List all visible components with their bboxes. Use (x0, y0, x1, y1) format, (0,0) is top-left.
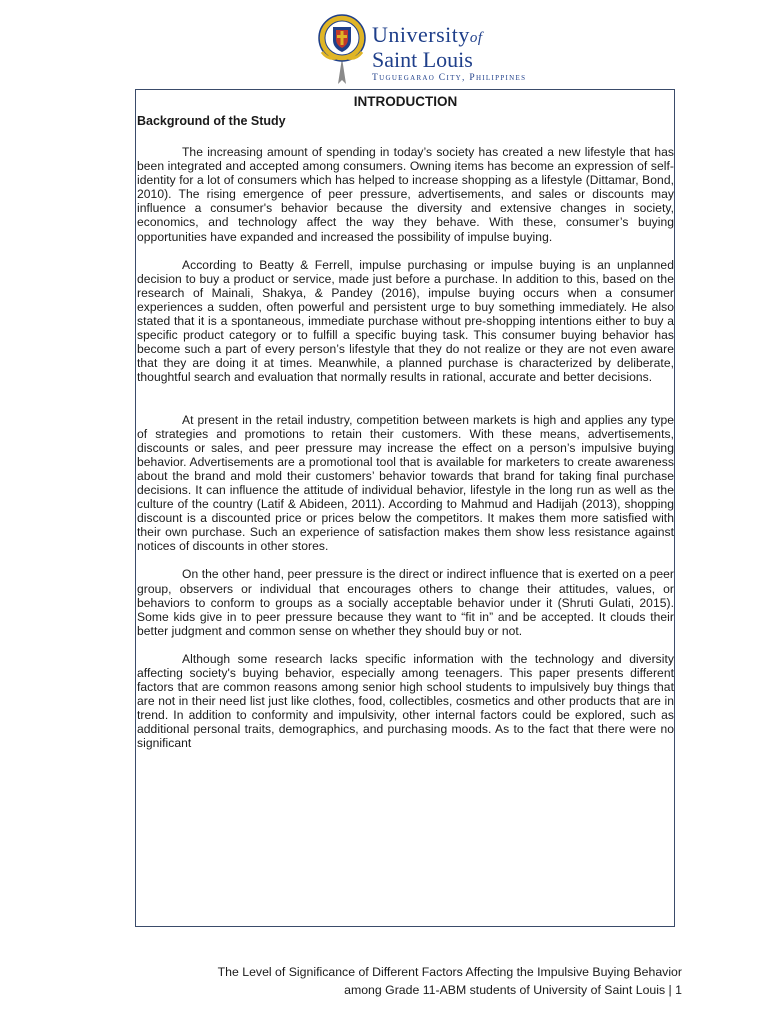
footer-line-2: among Grade 11-ABM students of University of Saint Louis | 1 (344, 983, 682, 997)
paragraph: On the other hand, peer pressure is the direct or indirect influence that is exerted on a peer group, observers or individual that encourages others to change their attitudes, values, or behaviors to conform to groups as a socially acceptable behavior under it (Shruti Gulati, 2015). Some kids give in to peer pressure because they want to “fit in” and be accepted. It clouds their better judgment and common sense on whether they should buy or not. (137, 567, 674, 638)
university-location: Tuguegarao City, Philippines (372, 73, 527, 83)
university-seal-icon (316, 14, 368, 86)
paragraph: According to Beatty & Ferrell, impulse purchasing or impulse buying is an unplanned decision to buy a product or service, made just before a purchase. In addition to this, based on the research of Mainali, Shakya, & Pandey (2016), impulse buying occurs when a consumer experiences a sudden, often powerful and persistent urge to buy something immediately. He also stated that it is a spontaneous, immediate purchase without pre-shopping intentions either to buy a specific product category or to fulfill a specific buying task. This consumer buying behavior has become such a part of every person’s lifestyle that they do not realize or they are not even aware that they are doing it at times. Meanwhile, a planned purchase is characterized by deliberate, thoughtful search and evaluation that normally results in rational, accurate and better decisions. (137, 257, 674, 385)
page-footer (218, 963, 682, 999)
document-body (135, 89, 675, 927)
footer-line-1: The Level of Significance of Different Factors Affecting the Impulsive Buying Behavior (217, 965, 682, 979)
page-title: INTRODUCTION (353, 94, 458, 109)
university-logo-text (372, 24, 526, 83)
university-name-line2: Saint Louis (372, 47, 473, 72)
paragraph: At present in the retail industry, competition between markets is high and applies any type of strategies and promotions to retain their customers. With these means, advertisements, discounts or sales, and peer pressure may increase the effect on a person’s impulsive buying behavior. Advertisements are a promotional tool that is available for marketers to create awareness about the brand and mold their customers’ behavior towards that brand for taking final purchase decisions. It can influence the attitude of individual behavior, lifestyle in the long run as well as the culture of the country (Latif & Abideen, 2011). According to Mahmud and Hadijah (2013), shopping discount is a discounted price or prices below the competitors. It makes them more satisfied with their own purchase. Such an experience of satisfaction makes them show less resistance against notices of discounts in other stores. (137, 412, 674, 554)
paragraph: The increasing amount of spending in today’s society has created a new lifestyle that has been integrated and accepted among consumers. Owning items has become an expression of self-identity for a lot of consumers which has helped to increase shopping as a lifestyle (Dittamar, Bond, 2010). The rising emergence of peer pressure, advertisements, and sales or discounts may influence a consumer's behavior because the diversity and extensive changes in society, economics, and technology affect the way they behave. With these, consumer’s buying opportunities have expanded and increased the possibility of impulse buying. (137, 145, 674, 244)
paragraph: Although some research lacks specific information with the technology and diversity affecting society's buying behavior, especially among teenagers. This paper presents different factors that are common reasons among senior high school students to impulsively buy things that are not in their need list just like clothes, food, collectibles, cosmetics and other products that are in trend. In addition to conformity and impulsivity, other internal factors could be explored, such as additional personal traits, demographics, and purchasing moods. As to the fact that there were no significant (137, 651, 674, 751)
page-header (308, 14, 548, 86)
university-name-line1: Universityof (372, 22, 483, 47)
section-heading: Background of the Study (137, 114, 286, 128)
